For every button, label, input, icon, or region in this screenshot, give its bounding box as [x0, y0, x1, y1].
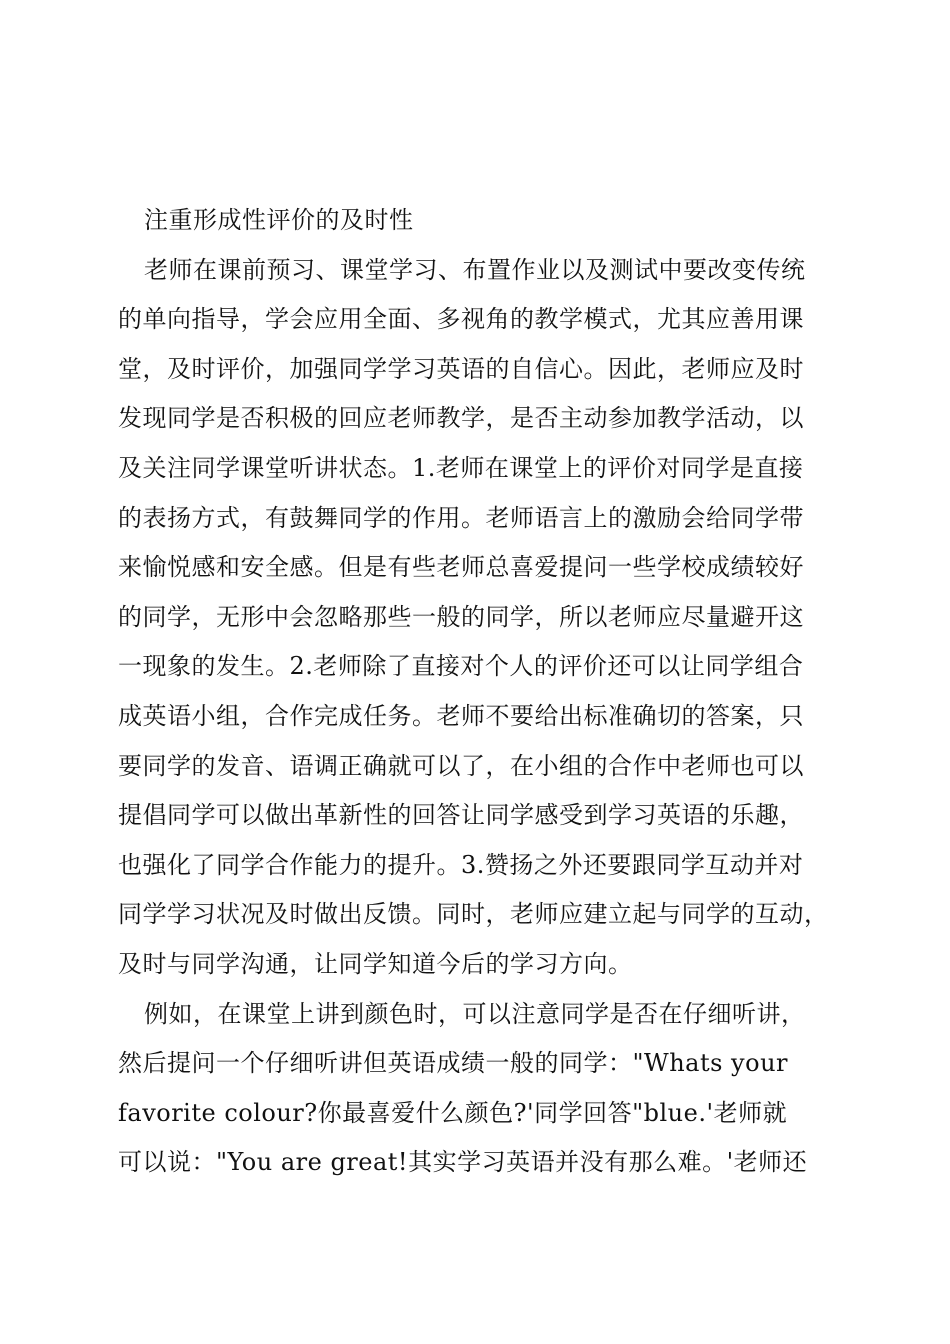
document-body	[118, 196, 848, 1188]
paragraph-line: 一现象的发生。2.老师除了直接对个人的评价还可以让同学组合	[118, 652, 804, 681]
paragraph-line: 及关注同学课堂听讲状态。1.老师在课堂上的评价对同学是直接	[118, 453, 804, 482]
paragraph-line: 及时与同学沟通，让同学知道今后的学习方向。	[118, 949, 633, 978]
paragraph-line: 也强化了同学合作能力的提升。3.赞扬之外还要跟同学互动并对	[118, 850, 804, 879]
paragraph-line: 例如，在课堂上讲到颜色时，可以注意同学是否在仔细听讲，	[144, 999, 806, 1028]
section-heading: 注重形成性评价的及时性	[144, 206, 414, 234]
paragraph-line: 老师在课前预习、课堂学习、布置作业以及测试中要改变传统	[144, 255, 806, 284]
paragraph-line: 然后提问一个仔细听讲但英语成绩一般的同学："Whats your	[118, 1049, 788, 1078]
paragraph-line: 堂，及时评价，加强同学学习英语的自信心。因此，老师应及时	[118, 354, 804, 383]
paragraph-line: 的单向指导，学会应用全面、多视角的教学模式，尤其应善用课	[118, 305, 804, 334]
paragraph-line: favorite colour?你最喜爱什么颜色?'同学回答"blue.'老师就	[118, 1098, 788, 1127]
paragraph-line: 成英语小组，合作完成任务。老师不要给出标准确切的答案，只	[118, 701, 804, 730]
paragraph-line: 可以说："You are great!其实学习英语并没有那么难。'老师还	[118, 1148, 808, 1177]
paragraph-line: 提倡同学可以做出革新性的回答让同学感受到学习英语的乐趣，	[118, 801, 804, 830]
paragraph-line: 要同学的发音、语调正确就可以了，在小组的合作中老师也可以	[118, 751, 804, 780]
paragraph-line: 的同学，无形中会忽略那些一般的同学，所以老师应尽量避开这	[118, 602, 804, 631]
paragraph-line: 发现同学是否积极的回应老师教学，是否主动参加教学活动，以	[118, 404, 804, 433]
paragraph-example	[118, 990, 848, 1188]
paragraph-line: 的表扬方式，有鼓舞同学的作用。老师语言上的激励会给同学带	[118, 503, 804, 532]
paragraph-line: 来愉悦感和安全感。但是有些老师总喜爱提问一些学校成绩较好	[118, 553, 804, 582]
paragraph-evaluation	[118, 246, 848, 990]
paragraph-line: 同学学习状况及时做出反馈。同时，老师应建立起与同学的互动，	[118, 900, 829, 929]
